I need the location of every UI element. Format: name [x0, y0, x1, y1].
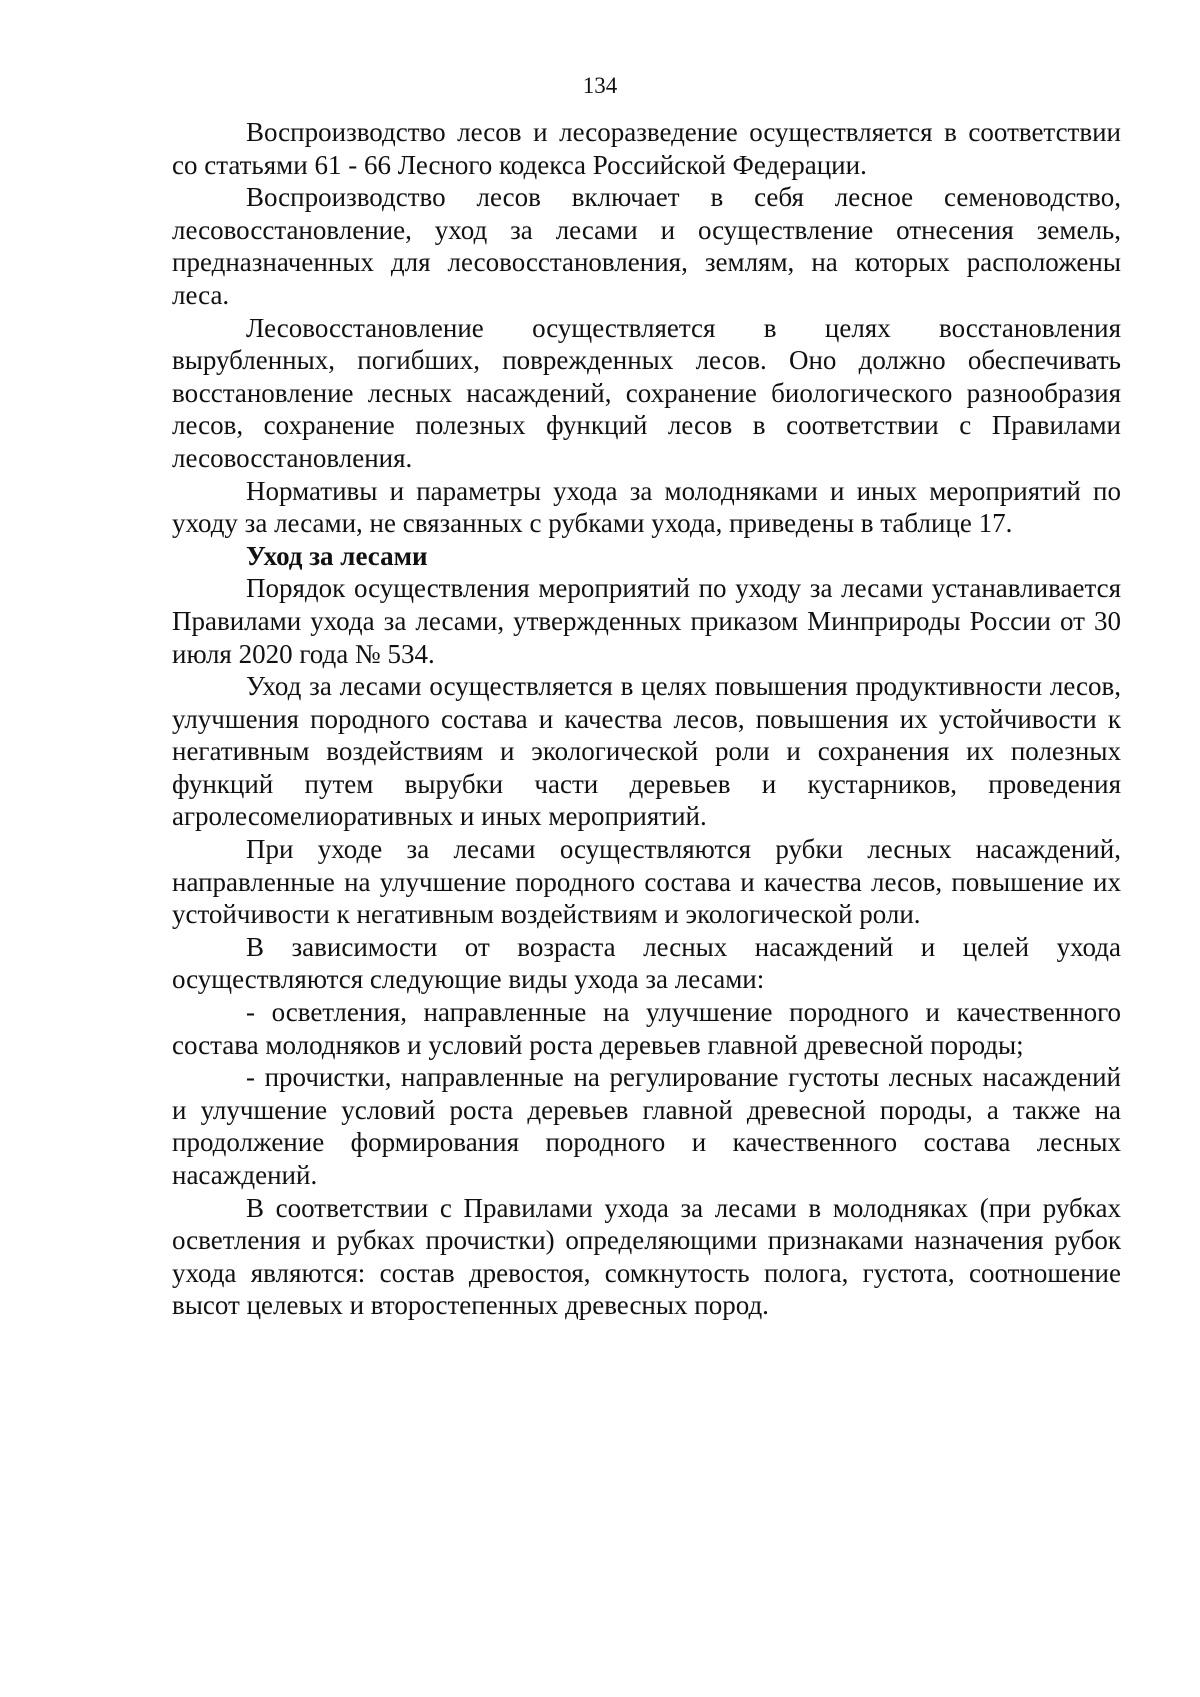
- list-item-cleaning: - прочистки, направленные на регулирование густоты лесных насаждений и улучшение условий роста деревьев главной древесной породы, а также на продолжение формирования породного и качественного состава лесных насаждений.: [172, 1062, 1121, 1190]
- paragraph-care-purpose: Уход за лесами осуществляется в целях повышения продуктивности лесов, улучшения породного состава и качества лесов, повышения их устойчивости к негативным воздействиям и экологической роли и сохранения их полезных функций путем вырубки части деревьев и кустарников, проведения агролесомелиоративных и иных мероприятий.: [172, 671, 1121, 832]
- paragraph-care-procedure: Порядок осуществления мероприятий по уходу за лесами устанавливается Правилами ухода за лесами, утвержденных приказом Минприроды России от 30 июля 2020 года № 534.: [172, 573, 1121, 669]
- paragraph-care-types-intro: В зависимости от возраста лесных насаждений и целей ухода осуществляются следующие виды ухода за лесами:: [172, 931, 1121, 995]
- paragraph-care-criteria: В соответствии с Правилами ухода за лесами в молодняках (при рубках осветления и рубках прочистки) определяющими признаками назначения рубок ухода являются: состав древостоя, сомкнутость полога, густота, соотношение высот целевых и второстепенных древесных пород.: [172, 1192, 1121, 1321]
- page-number: 134: [582, 73, 618, 98]
- paragraph-norms-table-reference: Нормативы и параметры ухода за молодняками и иных мероприятий по уходу за лесами, не связанных с рубками ухода, приведены в таблице 17.: [172, 475, 1121, 539]
- list-item-clearing: - осветления, направленные на улучшение породного и качественного состава молодняков и условий роста деревьев главной древесной породы;: [172, 997, 1121, 1060]
- paragraph-reproduction-includes: Воспроизводство лесов включает в себя лесное семеноводство, лесовосстановление, уход за лесами и осуществление отнесения земель, предназначенных для лесовосстановления, землям, на которых расположены леса.: [172, 182, 1121, 310]
- section-heading: Уход за лесами: [246, 540, 428, 571]
- paragraph-reproduction-intro: Воспроизводство лесов и лесоразведение осуществляется в соответствии со статьями 61 - 66 Лесного кодекса Российской Федерации.: [172, 117, 1121, 180]
- paragraph-care-cuttings: При уходе за лесами осуществляются рубки лесных насаждений, направленные на улучшение породного состава и качества лесов, повышение их устойчивости к негативным воздействиям и экологической роли.: [172, 834, 1121, 930]
- document-body: [172, 116, 1121, 1322]
- paragraph-reforestation: Лесовосстановление осуществляется в целях восстановления вырубленных, погибших, поврежденных лесов. Оно должно обеспечивать восстановление лесных насаждений, сохранение биологического разнообразия лесов, сохранение полезных функций лесов в соответствии с Правилами лесовосстановления.: [172, 312, 1121, 473]
